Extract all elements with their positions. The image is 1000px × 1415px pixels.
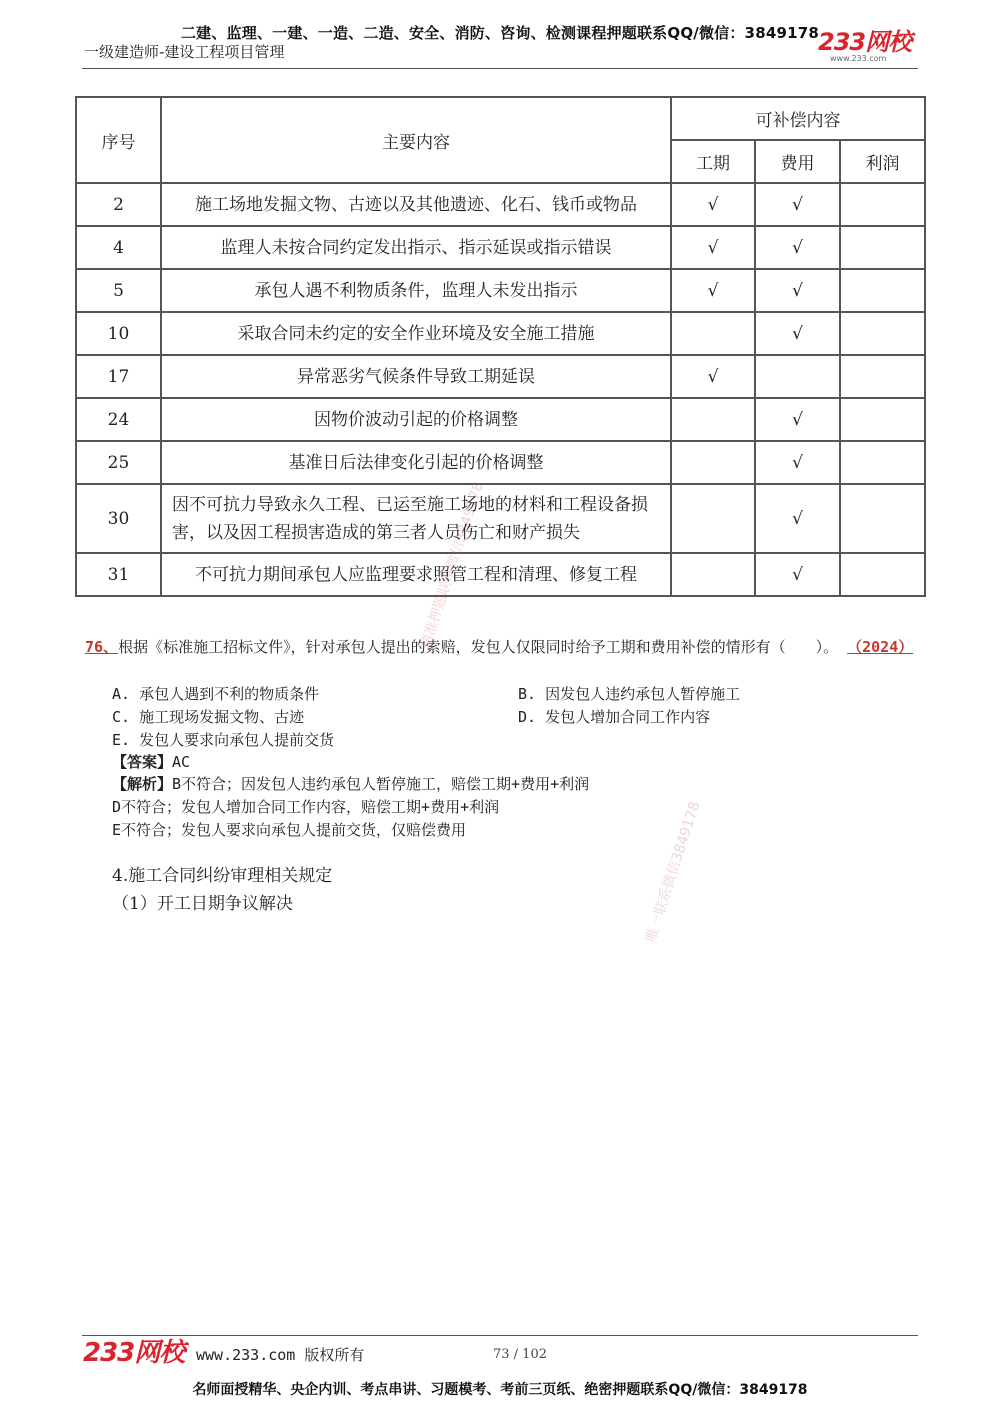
row-seq: 30 <box>76 484 161 553</box>
footer-divider <box>82 1335 918 1336</box>
table-row <box>76 398 925 441</box>
footer-logo-text: 233网校 <box>83 1338 185 1368</box>
table-row <box>76 312 925 355</box>
table-row <box>76 269 925 312</box>
table-row <box>76 441 925 484</box>
answer-label: 【答案】 <box>112 753 173 771</box>
row-cost: √ <box>755 226 840 269</box>
analysis-line-3: E不符合；发包人要求向承包人提前交货，仅赔偿费用 <box>112 821 467 839</box>
analysis-line-2: D不符合；发包人增加合同工作内容，赔偿工期+费用+利润 <box>112 798 500 816</box>
row-profit <box>840 226 925 269</box>
row-content: 施工场地发掘文物、古迹以及其他遗迹、化石、钱币或物品 <box>161 183 671 226</box>
row-cost: √ <box>755 312 840 355</box>
row-content: 异常恶劣气候条件导致工期延误 <box>161 355 671 398</box>
analysis-line-1 <box>112 773 589 794</box>
row-period <box>671 312 755 355</box>
section-heading: 4.施工合同纠纷审理相关规定 <box>112 866 333 886</box>
row-profit <box>840 441 925 484</box>
answer-value: AC <box>172 753 191 771</box>
row-cost: √ <box>755 398 840 441</box>
row-content: 不可抗力期间承包人应监理要求照管工程和清理、修复工程 <box>161 553 671 596</box>
row-period: √ <box>671 226 755 269</box>
row-cost <box>755 355 840 398</box>
option-b: B. 因发包人违约承包人暂停施工 <box>518 685 741 703</box>
row-profit <box>840 183 925 226</box>
row-seq: 2 <box>76 183 161 226</box>
table-row <box>76 553 925 596</box>
header-promo-text: 二建、监理、一建、一造、二造、安全、消防、咨询、检测课程押题联系QQ/微信：3849178 <box>180 24 820 42</box>
row-cost: √ <box>755 484 840 553</box>
row-profit <box>840 269 925 312</box>
option-a: A. 承包人遇到不利的物质条件 <box>112 685 320 703</box>
header-profit: 利润 <box>840 140 925 183</box>
table-row <box>76 355 925 398</box>
row-profit <box>840 553 925 596</box>
row-content: 因不可抗力导致永久工程、已运至施工场地的材料和工程设备损害，以及因工程损害造成的第三者人员伤亡和财产损失 <box>161 484 671 553</box>
footer-promo-text: 名师面授精华、央企内训、考点串讲、习题模考、考前三页纸、绝密押题联系QQ/微信：3849178 <box>192 1382 808 1398</box>
question-stem <box>85 636 925 658</box>
row-period <box>671 441 755 484</box>
row-seq: 17 <box>76 355 161 398</box>
row-content: 因物价波动引起的价格调整 <box>161 398 671 441</box>
header-compensation: 可补偿内容 <box>671 97 925 140</box>
row-period <box>671 484 755 553</box>
row-seq: 10 <box>76 312 161 355</box>
brand-logo-text: 233网校 <box>818 28 912 56</box>
row-period <box>671 398 755 441</box>
question-text: 根据《标准施工招标文件》，针对承包人提出的索赔，发包人仅限同时给予工期和费用补偿的情形有（ ）。 <box>118 638 839 656</box>
header-content: 主要内容 <box>161 97 671 183</box>
question-year: （2024） <box>847 638 914 656</box>
header-divider <box>82 68 918 69</box>
question-number: 76、 <box>85 638 119 656</box>
row-profit <box>840 355 925 398</box>
table-row <box>76 183 925 226</box>
analysis-label: 【解析】 <box>112 775 173 793</box>
row-cost: √ <box>755 269 840 312</box>
header-period: 工期 <box>671 140 755 183</box>
compensation-table <box>75 96 926 597</box>
header-cost: 费用 <box>755 140 840 183</box>
row-period <box>671 553 755 596</box>
row-cost: √ <box>755 183 840 226</box>
option-e: E. 发包人要求向承包人提前交货 <box>112 731 335 749</box>
row-content: 承包人遇不利物质条件，监理人未发出指示 <box>161 269 671 312</box>
watermark-1: 精准押题联系微信3849178 <box>417 480 487 651</box>
table-row <box>76 226 925 269</box>
row-cost: √ <box>755 441 840 484</box>
row-profit <box>840 398 925 441</box>
row-seq: 5 <box>76 269 161 312</box>
row-seq: 31 <box>76 553 161 596</box>
subsection-heading: （1）开工日期争议解决 <box>112 894 293 914</box>
row-cost: √ <box>755 553 840 596</box>
watermark-2: 唯一联系微信3849178 <box>642 799 704 944</box>
answer-line <box>112 751 190 772</box>
row-content: 监理人未按合同约定发出指示、指示延误或指示错误 <box>161 226 671 269</box>
option-c: C. 施工现场发掘文物、古迹 <box>112 708 305 726</box>
row-profit <box>840 312 925 355</box>
brand-logo-url: www.233.com <box>830 54 887 63</box>
row-content: 采取合同未约定的安全作业环境及安全施工措施 <box>161 312 671 355</box>
row-period: √ <box>671 183 755 226</box>
row-seq: 4 <box>76 226 161 269</box>
header-seq: 序号 <box>76 97 161 183</box>
row-profit <box>840 484 925 553</box>
brand-logo <box>818 30 911 63</box>
table-row <box>76 484 925 553</box>
row-period: √ <box>671 355 755 398</box>
row-period: √ <box>671 269 755 312</box>
row-content: 基准日后法律变化引起的价格调整 <box>161 441 671 484</box>
footer-logo <box>83 1338 185 1368</box>
footer-site: www.233.com 版权所有 <box>196 1346 365 1364</box>
page-number: 73 / 102 <box>493 1347 547 1362</box>
document-subtitle: 一级建造师-建设工程项目管理 <box>84 43 285 61</box>
option-d: D. 发包人增加合同工作内容 <box>518 708 711 726</box>
analysis-text-1: B不符合；因发包人违约承包人暂停施工，赔偿工期+费用+利润 <box>172 775 590 793</box>
row-seq: 24 <box>76 398 161 441</box>
row-seq: 25 <box>76 441 161 484</box>
